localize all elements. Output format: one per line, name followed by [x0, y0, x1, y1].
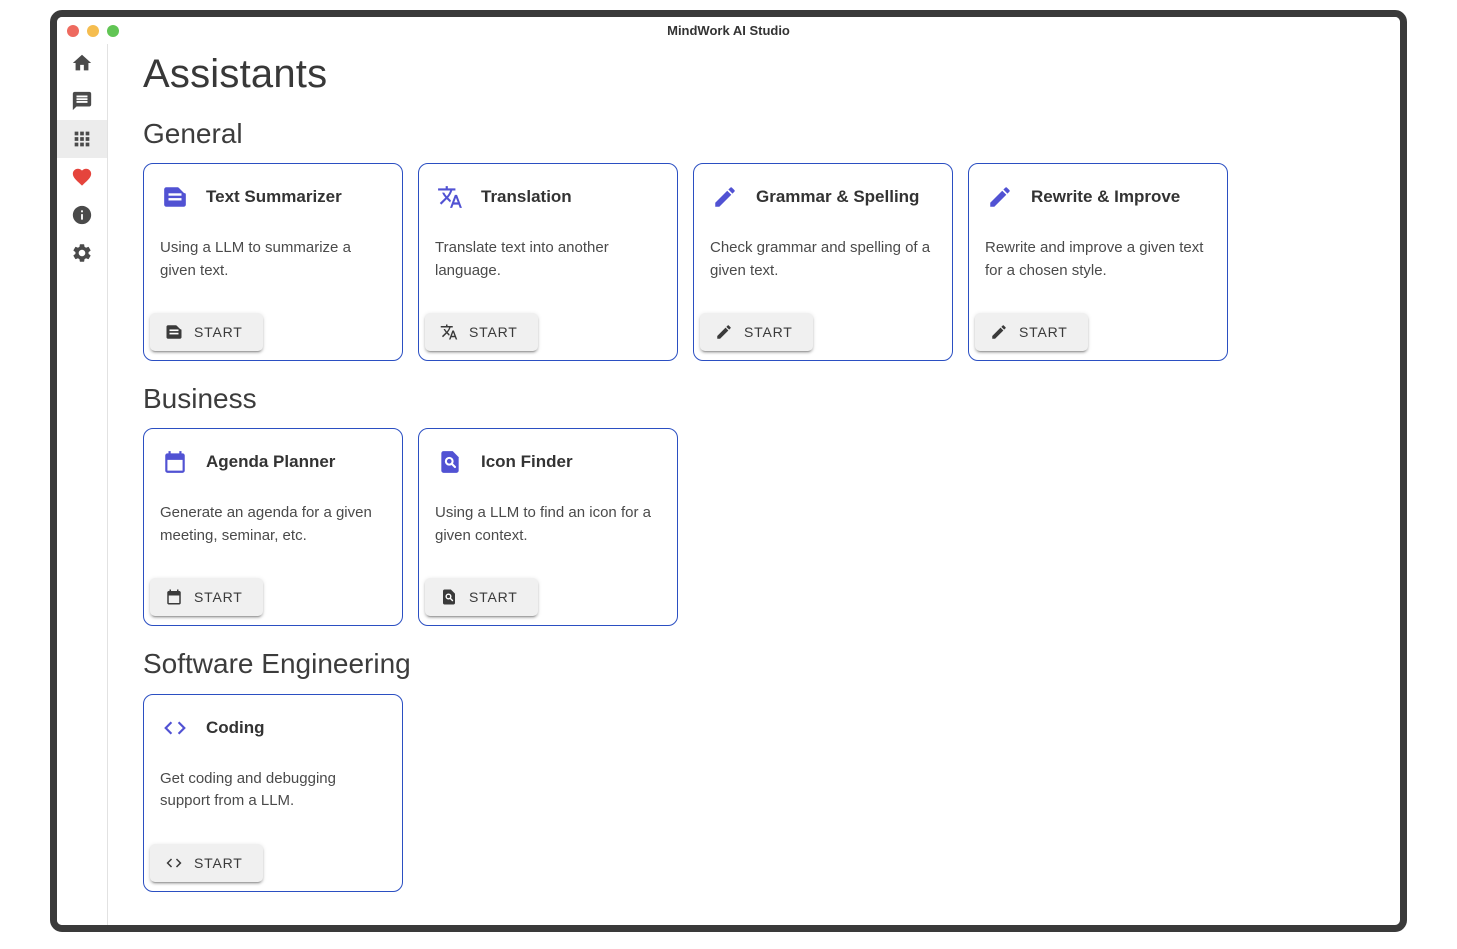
section-heading: Software Engineering [143, 648, 411, 680]
sidebar-item-assistants[interactable] [57, 120, 107, 158]
card-header [969, 164, 1227, 210]
code-icon [162, 715, 188, 741]
cards-row [143, 163, 1380, 361]
translate-icon [437, 184, 463, 210]
card-header [144, 695, 402, 741]
translate-icon [440, 323, 458, 341]
zoom-window-button[interactable] [107, 25, 119, 37]
section-heading: General [143, 118, 243, 149]
titlebar [57, 17, 1400, 44]
pencil-icon [990, 323, 1008, 341]
card-actions [144, 313, 402, 360]
sidebar-item-chat[interactable] [57, 82, 107, 120]
window-body [57, 44, 1400, 925]
card-header [694, 164, 952, 210]
code-icon [165, 854, 183, 872]
card-description: Translate text into another language. [435, 239, 609, 279]
card-description: Rewrite and improve a given text for a chosen style. [985, 239, 1204, 279]
card-title: Rewrite & Improve [1031, 187, 1181, 207]
card-actions [144, 844, 402, 891]
assistant-card[interactable] [968, 163, 1228, 361]
cards-row [143, 694, 1380, 892]
card-title: Grammar & Spelling [756, 187, 920, 207]
start-button-label: START [194, 324, 243, 341]
card-description: Using a LLM to summarize a given text. [160, 239, 351, 279]
close-window-button[interactable] [67, 25, 79, 37]
assistant-card[interactable] [143, 163, 403, 361]
document-text-icon [165, 323, 183, 341]
card-header [144, 429, 402, 475]
sidebar [57, 44, 108, 925]
main-content [108, 44, 1400, 925]
card-title: Text Summarizer [206, 187, 342, 207]
start-button-label: START [194, 589, 243, 606]
cards-row [143, 428, 1380, 626]
sections-container [143, 118, 1380, 892]
app-window [50, 10, 1407, 932]
assistant-card[interactable] [143, 694, 403, 892]
card-description: Using a LLM to find an icon for a given context. [435, 504, 651, 544]
start-button[interactable] [150, 313, 263, 351]
start-button[interactable] [975, 313, 1088, 351]
card-title: Agenda Planner [206, 452, 336, 472]
start-button-label: START [469, 324, 518, 341]
heart-icon [71, 166, 93, 188]
calendar-icon [165, 588, 183, 606]
window-title: MindWork AI Studio [667, 23, 790, 38]
start-button[interactable] [425, 313, 538, 351]
minimize-window-button[interactable] [87, 25, 99, 37]
gear-icon [71, 242, 93, 264]
icon-finder-icon [440, 588, 458, 606]
start-button-label: START [194, 854, 243, 871]
pencil-icon [987, 184, 1013, 210]
card-description: Check grammar and spelling of a given text. [710, 239, 931, 279]
assistant-section [143, 648, 1380, 891]
info-icon [71, 204, 93, 226]
start-button-label: START [1019, 324, 1068, 341]
icon-finder-icon [437, 449, 463, 475]
calendar-icon [162, 449, 188, 475]
assistant-section [143, 118, 1380, 361]
home-icon [71, 52, 93, 74]
section-heading: Business [143, 383, 257, 415]
card-header [144, 164, 402, 210]
page-title: Assistants [143, 52, 328, 96]
card-actions [969, 313, 1227, 360]
start-button-label: START [744, 324, 793, 341]
pencil-icon [715, 323, 733, 341]
card-description: Generate an agenda for a given meeting, seminar, etc. [160, 504, 372, 544]
start-button[interactable] [700, 313, 813, 351]
sidebar-item-home[interactable] [57, 44, 107, 82]
pencil-icon [712, 184, 738, 210]
assistant-section [143, 383, 1380, 626]
sidebar-item-about[interactable] [57, 196, 107, 234]
chat-icon [71, 90, 93, 112]
traffic-lights [67, 17, 119, 44]
card-actions [144, 578, 402, 625]
card-description: Get coding and debugging support from a LLM. [160, 769, 336, 810]
assistant-card[interactable] [693, 163, 953, 361]
card-title: Icon Finder [481, 452, 573, 472]
card-actions [694, 313, 952, 360]
card-title: Coding [206, 717, 265, 737]
sidebar-item-supporters[interactable] [57, 158, 107, 196]
assistant-card[interactable] [418, 428, 678, 626]
card-actions [419, 578, 677, 625]
sidebar-item-settings[interactable] [57, 234, 107, 272]
start-button[interactable] [425, 578, 538, 616]
card-title: Translation [481, 187, 572, 207]
apps-grid-icon [71, 128, 93, 150]
card-header [419, 164, 677, 210]
document-text-icon [162, 184, 188, 210]
start-button[interactable] [150, 578, 263, 616]
card-actions [419, 313, 677, 360]
assistant-card[interactable] [418, 163, 678, 361]
card-header [419, 429, 677, 475]
start-button[interactable] [150, 844, 263, 882]
start-button-label: START [469, 589, 518, 606]
assistant-card[interactable] [143, 428, 403, 626]
